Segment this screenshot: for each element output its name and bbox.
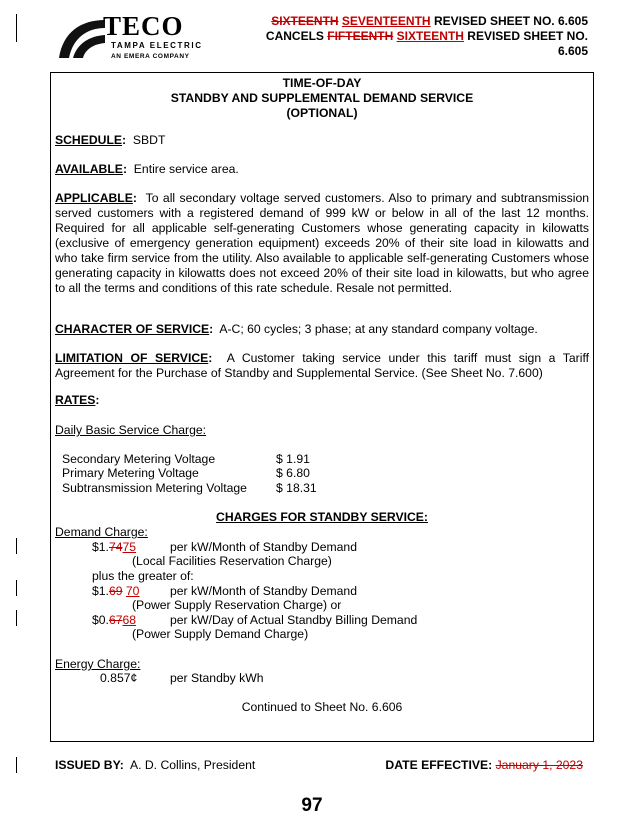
daily-basic-label: Daily Basic Service Charge: [55, 423, 207, 437]
inserted-text: 75 [122, 540, 137, 554]
inserted-text: SEVENTEENTH [341, 14, 431, 28]
struck-text: 69 [108, 584, 123, 598]
rate-label: Secondary Metering Voltage [62, 452, 216, 466]
change-bar [16, 610, 17, 626]
demand-rate-3 [92, 613, 136, 628]
demand-unit-1: per kW/Month of Standby Demand [170, 540, 357, 554]
issued-by [55, 758, 255, 772]
inserted-text: SIXTEENTH [396, 29, 464, 43]
rate-value: $ 6.80 [276, 466, 310, 480]
demand-unit-2: per kW/Month of Standby Demand [170, 584, 357, 598]
rate-label: Subtransmission Metering Voltage [62, 481, 247, 495]
plus-greater: plus the greater of: [92, 569, 194, 583]
sheet-line-1 [228, 14, 588, 29]
teco-logo [55, 11, 225, 62]
energy-charge-label: Energy Charge: [55, 657, 141, 671]
schedule-value: SBDT [132, 133, 166, 147]
available-value: Entire service area. [133, 162, 239, 176]
change-bar [16, 580, 17, 596]
demand-rate-1 [92, 540, 136, 555]
schedule-label: SCHEDULE [55, 133, 123, 147]
issued-label: ISSUED BY: [55, 758, 124, 772]
rate-value: $ 1.91 [276, 452, 310, 466]
logo-tagline: TAMPA ELECTRIC [111, 41, 203, 50]
title-line-2: STANDBY AND SUPPLEMENTAL DEMAND SERVICE [170, 91, 474, 105]
sheet-line-2 [228, 29, 588, 44]
demand-note-1: (Local Facilities Reservation Charge) [132, 554, 332, 568]
cancels-label: CANCELS [265, 29, 324, 43]
demand-charge-label: Demand Charge: [55, 525, 148, 539]
effective-value: January 1, 2023 [495, 758, 583, 772]
change-bar [16, 538, 17, 554]
rate-prefix: $1. [92, 540, 109, 554]
sheet-header [228, 14, 588, 59]
rate-prefix: $0. [92, 613, 109, 627]
continued-note: Continued to Sheet No. 6.606 [241, 700, 403, 714]
logo-parent: AN EMERA COMPANY [111, 53, 190, 60]
schedule-section: SCHEDULE: SBDT [55, 133, 166, 147]
available-section: AVAILABLE: Entire service area. [55, 162, 239, 176]
applicable-text: To all secondary voltage served customers. Also to primary and subtransmission served customers with a registered demand of 999 kW or below in all of the last 12 months. Required for all applicable self-generating Customers whose generating capacity in kilowatts (exclusive of emergency generation equipment) exceeds 20% of their site load in kilowatts and who take firm service from the utility. Also available to applicable self-generating Customers whose generating capacity in kilowatts does not exceed 20% of their site load in kilowatts, but who agree to all the terms and conditions of this rate schedule. Resale not permitted. [55, 191, 589, 295]
struck-text: 74 [108, 540, 123, 554]
applicable-section: APPLICABLE: To all secondary voltage served customers. Also to primary and subtransmission served customers with a registered demand of 999 kW or below in all of the last 12 months. Required for all applicable self-generating Customers whose generating capacity in kilowatts (exclusive of emergency generation equipment) exceeds 20% of their site load in kilowatts and who take firm service from the utility. Also available to applicable self-generating Customers whose generating capacity in kilowatts does not exceed 20% of their site load in kilowatts, but who agree to all the terms and conditions of this rate schedule. Resale not permitted. [55, 191, 589, 295]
inserted-text: 68 [122, 613, 137, 627]
page-number: 97 [301, 795, 323, 816]
title-line-1: TIME-OF-DAY [282, 76, 362, 90]
struck-text: 67 [108, 613, 123, 627]
inserted-text: 70 [125, 584, 140, 598]
demand-note-2: (Power Supply Reservation Charge) or [132, 598, 342, 612]
sheet-line-3: 6.605 [557, 44, 588, 58]
rate-label: Primary Metering Voltage [62, 466, 199, 480]
rate-prefix: $1. [92, 584, 109, 598]
energy-charge-unit: per Standby kWh [170, 671, 264, 685]
struck-text: FIFTEENTH [327, 29, 394, 43]
limitation-section: LIMITATION OF SERVICE: A Customer taking service under this tariff must sign a Tariff Agreement for the Purchase of Standby and Supplemental Service. (See Sheet No. 7.600) [55, 351, 589, 380]
teco-swoosh-icon [55, 14, 107, 62]
demand-unit-3: per kW/Day of Actual Standby Billing Demand [170, 613, 418, 627]
limitation-text: A Customer taking service under this tariff must sign a Tariff Agreement for the Purchase of Standby and Supplemental Service. (See Sheet No. 7.600) [55, 351, 589, 380]
struck-text: SIXTEENTH [271, 14, 339, 28]
title-line-3: (OPTIONAL) [286, 106, 358, 120]
rate-value: $ 18.31 [276, 481, 317, 495]
demand-rate-2 [92, 584, 139, 599]
sheet-rest: REVISED SHEET NO. 6.605 [433, 14, 588, 28]
character-section: CHARACTER OF SERVICE: A-C; 60 cycles; 3 phase; at any standard company voltage. [55, 322, 538, 336]
available-label: AVAILABLE [55, 162, 123, 176]
demand-note-3: (Power Supply Demand Charge) [132, 627, 309, 641]
limitation-label: LIMITATION OF SERVICE [55, 351, 209, 365]
energy-charge-value: 0.857¢ [100, 671, 138, 685]
character-value: A-C; 60 cycles; 3 phase; at any standard company voltage. [219, 322, 538, 336]
rates-label: RATES [55, 393, 96, 407]
effective-label: DATE EFFECTIVE: [385, 758, 493, 772]
change-bar [16, 757, 17, 773]
issued-value: A. D. Collins, President [129, 758, 256, 772]
date-effective [385, 758, 583, 772]
logo-wordmark: TECO [103, 11, 184, 41]
page-title [55, 76, 589, 121]
character-label: CHARACTER OF SERVICE [55, 322, 210, 336]
rates-heading: RATES: [55, 393, 100, 407]
change-bar [16, 14, 17, 42]
applicable-label: APPLICABLE [55, 191, 133, 205]
sheet-rest: REVISED SHEET NO. [467, 29, 588, 43]
standby-heading: CHARGES FOR STANDBY SERVICE: [216, 510, 428, 524]
